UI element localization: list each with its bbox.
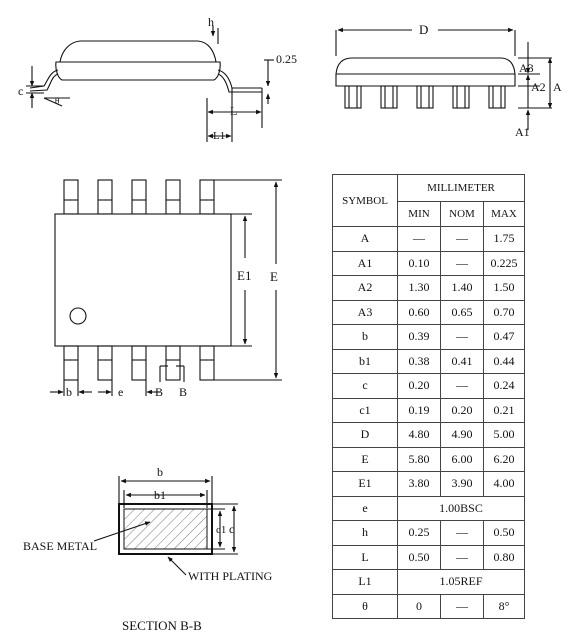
top-e-label: e	[118, 385, 124, 399]
symbol-header: SYMBOL	[333, 175, 398, 227]
section-c1-label: c1	[216, 524, 227, 536]
side-c-label: c	[18, 84, 24, 98]
cell-max: 0.44	[484, 349, 525, 374]
end-A1-label: A1	[515, 125, 530, 139]
cell-nom: —	[441, 227, 484, 252]
side-view	[26, 26, 274, 142]
cell-min: 0.20	[398, 374, 441, 399]
cell-span-value: 1.00BSC	[398, 496, 525, 521]
cell-nom: 0.41	[441, 349, 484, 374]
table-row	[333, 398, 525, 423]
cell-nom: —	[441, 251, 484, 276]
cell-nom: —	[441, 545, 484, 570]
max-header: MAX	[484, 202, 525, 227]
cell-symbol: b1	[333, 349, 398, 374]
side-L-label: L	[230, 104, 238, 118]
end-body-outline	[336, 58, 515, 86]
cell-max: 0.70	[484, 300, 525, 325]
cell-nom: —	[441, 374, 484, 399]
cell-symbol: L	[333, 545, 398, 570]
top-body	[55, 214, 231, 346]
table-row	[333, 423, 525, 448]
section-mark-left: B	[155, 385, 164, 399]
table-row	[333, 374, 525, 399]
end-D-label: D	[419, 22, 429, 37]
top-leads-upper	[64, 180, 214, 214]
table-row	[333, 570, 525, 595]
side-L1-label: L1	[213, 130, 226, 142]
table-row	[333, 349, 525, 374]
cell-max: 1.75	[484, 227, 525, 252]
cell-nom: 0.20	[441, 398, 484, 423]
table-row	[333, 521, 525, 546]
table-row	[333, 227, 525, 252]
cell-min: 0.25	[398, 521, 441, 546]
cell-nom: —	[441, 325, 484, 350]
cell-max: 1.50	[484, 276, 525, 301]
side-025-label: 0.25	[276, 52, 297, 66]
cell-min: 0.50	[398, 545, 441, 570]
base-metal	[124, 509, 207, 549]
cell-min: 0	[398, 594, 441, 619]
table-row	[333, 545, 525, 570]
cell-symbol: A	[333, 227, 398, 252]
cell-min: 0.60	[398, 300, 441, 325]
table-row	[333, 496, 525, 521]
cell-symbol: e	[333, 496, 398, 521]
side-right-lead	[218, 70, 262, 92]
section-title: SECTION B-B	[122, 618, 202, 633]
cell-max: 0.24	[484, 374, 525, 399]
cell-max: 0.50	[484, 521, 525, 546]
cell-max: 6.20	[484, 447, 525, 472]
cell-max: 8°	[484, 594, 525, 619]
cell-span-value: 1.05REF	[398, 570, 525, 595]
top-leads-lower	[64, 346, 214, 380]
cell-symbol: c	[333, 374, 398, 399]
cell-min: 3.80	[398, 472, 441, 497]
min-header: MIN	[398, 202, 441, 227]
cell-max: 0.225	[484, 251, 525, 276]
cell-max: 0.80	[484, 545, 525, 570]
table-row	[333, 276, 525, 301]
cell-symbol: A2	[333, 276, 398, 301]
side-body-outline	[56, 41, 220, 80]
with-plating-label: WITH PLATING	[188, 569, 273, 583]
cell-nom: 0.65	[441, 300, 484, 325]
cell-min: 0.39	[398, 325, 441, 350]
cell-symbol: θ	[333, 594, 398, 619]
cell-symbol: E1	[333, 472, 398, 497]
cell-max: 4.00	[484, 472, 525, 497]
cell-max: 0.47	[484, 325, 525, 350]
cell-symbol: D	[333, 423, 398, 448]
cell-min: —	[398, 227, 441, 252]
cell-nom: —	[441, 521, 484, 546]
cell-max: 0.21	[484, 398, 525, 423]
section-b1-label: b1	[154, 488, 166, 502]
cell-min: 1.30	[398, 276, 441, 301]
section-b-label: b	[157, 465, 163, 479]
table-row	[333, 472, 525, 497]
cell-min: 5.80	[398, 447, 441, 472]
cell-symbol: h	[333, 521, 398, 546]
side-h-label: h	[208, 15, 214, 29]
top-E-label: E	[270, 269, 278, 284]
section-c-label: c	[229, 522, 235, 536]
cell-nom: 6.00	[441, 447, 484, 472]
table-row	[333, 251, 525, 276]
top-E1-label: E1	[237, 268, 252, 283]
cell-symbol: b	[333, 325, 398, 350]
dimension-table	[332, 174, 525, 619]
base-metal-label: BASE METAL	[23, 539, 98, 553]
cell-symbol: L1	[333, 570, 398, 595]
table-row	[333, 300, 525, 325]
top-b-label: b	[66, 385, 72, 399]
cell-symbol: c1	[333, 398, 398, 423]
cell-nom: —	[441, 594, 484, 619]
end-A-label: A	[553, 80, 562, 94]
cell-nom: 1.40	[441, 276, 484, 301]
millimeter-header: MILLIMETER	[398, 175, 525, 202]
top-view	[50, 180, 282, 396]
end-leads	[345, 86, 505, 108]
cell-min: 0.10	[398, 251, 441, 276]
cell-nom: 4.90	[441, 423, 484, 448]
cell-min: 0.38	[398, 349, 441, 374]
cell-min: 0.19	[398, 398, 441, 423]
table-row	[333, 447, 525, 472]
cell-max: 5.00	[484, 423, 525, 448]
section-mark-right: B	[179, 385, 188, 399]
side-left-lead	[30, 70, 58, 91]
side-theta-label: θ	[55, 96, 60, 106]
end-A2-label: A2	[531, 80, 546, 94]
cell-symbol: A1	[333, 251, 398, 276]
cell-nom: 3.90	[441, 472, 484, 497]
nom-header: NOM	[441, 202, 484, 227]
cell-symbol: E	[333, 447, 398, 472]
cell-symbol: A3	[333, 300, 398, 325]
end-view	[336, 30, 552, 130]
end-A3-label: A3	[519, 61, 534, 75]
table-row	[333, 594, 525, 619]
table-row	[333, 325, 525, 350]
cell-min: 4.80	[398, 423, 441, 448]
